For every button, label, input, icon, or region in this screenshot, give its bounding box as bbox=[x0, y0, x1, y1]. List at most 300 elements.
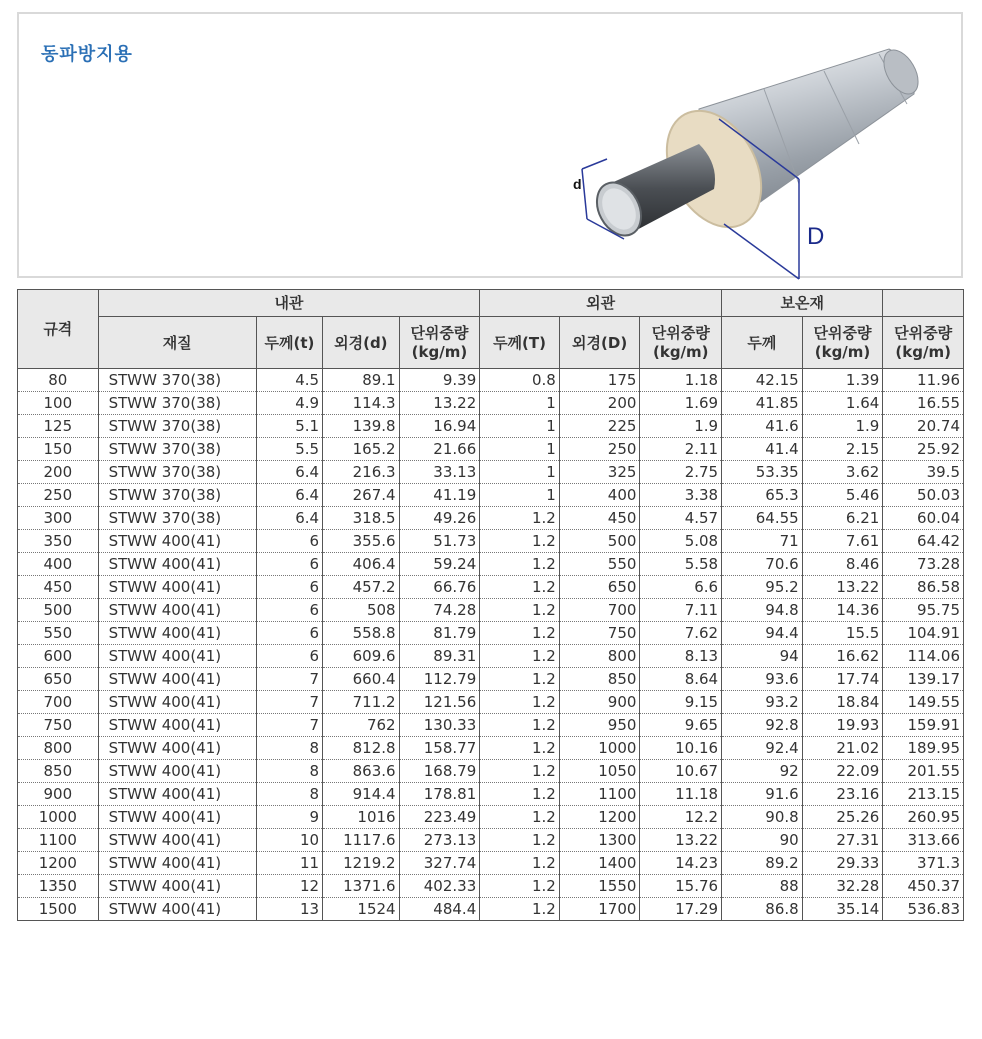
cell-material: STWW 370(38) bbox=[98, 507, 256, 530]
cell-ins-thickness: 41.4 bbox=[722, 438, 803, 461]
cell-total-weight: 139.17 bbox=[883, 668, 964, 691]
cell-ins-thickness: 88 bbox=[722, 875, 803, 898]
cell-inner-weight: 158.77 bbox=[399, 737, 480, 760]
cell-spec: 450 bbox=[18, 576, 99, 599]
header-ins-thickness: 두께 bbox=[722, 317, 803, 369]
cell-outer-weight: 4.57 bbox=[640, 507, 722, 530]
cell-total-weight: 213.15 bbox=[883, 783, 964, 806]
table-row bbox=[18, 461, 964, 484]
cell-outer-weight: 3.38 bbox=[640, 484, 722, 507]
cell-outer-thickness: 1.2 bbox=[480, 599, 560, 622]
cell-inner-thickness: 6.4 bbox=[256, 461, 322, 484]
cell-inner-weight: 66.76 bbox=[399, 576, 480, 599]
cell-inner-weight: 16.94 bbox=[399, 415, 480, 438]
cell-total-weight: 25.92 bbox=[883, 438, 964, 461]
cell-material: STWW 370(38) bbox=[98, 484, 256, 507]
cell-total-weight: 201.55 bbox=[883, 760, 964, 783]
cell-ins-thickness: 64.55 bbox=[722, 507, 803, 530]
cell-inner-weight: 402.33 bbox=[399, 875, 480, 898]
cell-outer-thickness: 1.2 bbox=[480, 806, 560, 829]
cell-total-weight: 114.06 bbox=[883, 645, 964, 668]
cell-ins-thickness: 90.8 bbox=[722, 806, 803, 829]
cell-inner-weight: 81.79 bbox=[399, 622, 480, 645]
table-row bbox=[18, 369, 964, 392]
header-blank bbox=[883, 290, 964, 317]
cell-outer-thickness: 1.2 bbox=[480, 852, 560, 875]
cell-outer-od: 250 bbox=[559, 438, 640, 461]
cell-ins-thickness: 90 bbox=[722, 829, 803, 852]
header-outer-od: 외경(D) bbox=[559, 317, 640, 369]
table-row bbox=[18, 737, 964, 760]
header-ins-unit-weight bbox=[802, 317, 883, 369]
table-row bbox=[18, 553, 964, 576]
cell-material: STWW 400(41) bbox=[98, 783, 256, 806]
cell-inner-weight: 33.13 bbox=[399, 461, 480, 484]
cell-material: STWW 400(41) bbox=[98, 714, 256, 737]
cell-inner-od: 812.8 bbox=[323, 737, 400, 760]
cell-outer-thickness: 1.2 bbox=[480, 829, 560, 852]
header-total-unit-weight bbox=[883, 317, 964, 369]
cell-inner-thickness: 11 bbox=[256, 852, 322, 875]
header-outer-thickness: 두께(T) bbox=[480, 317, 560, 369]
cell-outer-od: 500 bbox=[559, 530, 640, 553]
header-outer-pipe: 외관 bbox=[480, 290, 722, 317]
cell-ins-weight: 29.33 bbox=[802, 852, 883, 875]
table-row bbox=[18, 691, 964, 714]
cell-ins-weight: 15.5 bbox=[802, 622, 883, 645]
table-row bbox=[18, 875, 964, 898]
cell-outer-weight: 14.23 bbox=[640, 852, 722, 875]
cell-material: STWW 370(38) bbox=[98, 369, 256, 392]
cell-inner-thickness: 10 bbox=[256, 829, 322, 852]
cell-inner-weight: 484.4 bbox=[399, 898, 480, 921]
cell-inner-od: 1371.6 bbox=[323, 875, 400, 898]
cell-ins-thickness: 86.8 bbox=[722, 898, 803, 921]
cell-inner-od: 1117.6 bbox=[323, 829, 400, 852]
cell-material: STWW 400(41) bbox=[98, 737, 256, 760]
table-row bbox=[18, 599, 964, 622]
unit-weight-unit: (kg/m) bbox=[814, 342, 871, 361]
cell-inner-thickness: 6 bbox=[256, 576, 322, 599]
cell-outer-thickness: 1.2 bbox=[480, 737, 560, 760]
cell-spec: 300 bbox=[18, 507, 99, 530]
table-row bbox=[18, 760, 964, 783]
cell-outer-weight: 1.18 bbox=[640, 369, 722, 392]
cell-total-weight: 60.04 bbox=[883, 507, 964, 530]
cell-inner-thickness: 6 bbox=[256, 530, 322, 553]
header-material: 재질 bbox=[98, 317, 256, 369]
cell-inner-thickness: 13 bbox=[256, 898, 322, 921]
cell-ins-thickness: 41.85 bbox=[722, 392, 803, 415]
cell-material: STWW 370(38) bbox=[98, 438, 256, 461]
table-row bbox=[18, 415, 964, 438]
cell-spec: 500 bbox=[18, 599, 99, 622]
cell-ins-weight: 1.9 bbox=[802, 415, 883, 438]
table-row bbox=[18, 576, 964, 599]
cell-material: STWW 400(41) bbox=[98, 645, 256, 668]
cell-inner-thickness: 6 bbox=[256, 622, 322, 645]
cell-material: STWW 400(41) bbox=[98, 806, 256, 829]
cell-outer-thickness: 1.2 bbox=[480, 760, 560, 783]
cell-outer-thickness: 1.2 bbox=[480, 668, 560, 691]
cell-material: STWW 400(41) bbox=[98, 898, 256, 921]
spec-table-body bbox=[18, 369, 964, 921]
cell-outer-weight: 2.75 bbox=[640, 461, 722, 484]
cell-total-weight: 39.5 bbox=[883, 461, 964, 484]
cell-outer-od: 175 bbox=[559, 369, 640, 392]
cell-material: STWW 370(38) bbox=[98, 392, 256, 415]
cell-inner-od: 1016 bbox=[323, 806, 400, 829]
cell-total-weight: 536.83 bbox=[883, 898, 964, 921]
cell-inner-od: 165.2 bbox=[323, 438, 400, 461]
cell-spec: 750 bbox=[18, 714, 99, 737]
table-row bbox=[18, 783, 964, 806]
cell-inner-weight: 49.26 bbox=[399, 507, 480, 530]
cell-outer-thickness: 1 bbox=[480, 461, 560, 484]
cell-inner-od: 762 bbox=[323, 714, 400, 737]
cell-material: STWW 400(41) bbox=[98, 668, 256, 691]
cell-inner-od: 355.6 bbox=[323, 530, 400, 553]
cell-outer-thickness: 1.2 bbox=[480, 622, 560, 645]
cell-total-weight: 313.66 bbox=[883, 829, 964, 852]
cell-outer-weight: 7.11 bbox=[640, 599, 722, 622]
cell-spec: 80 bbox=[18, 369, 99, 392]
table-row bbox=[18, 392, 964, 415]
cell-inner-weight: 168.79 bbox=[399, 760, 480, 783]
cell-material: STWW 370(38) bbox=[98, 415, 256, 438]
cell-outer-od: 400 bbox=[559, 484, 640, 507]
cell-inner-thickness: 12 bbox=[256, 875, 322, 898]
cell-spec: 1350 bbox=[18, 875, 99, 898]
cell-ins-thickness: 93.6 bbox=[722, 668, 803, 691]
cell-inner-thickness: 8 bbox=[256, 783, 322, 806]
cell-material: STWW 400(41) bbox=[98, 599, 256, 622]
cell-ins-thickness: 53.35 bbox=[722, 461, 803, 484]
cell-outer-thickness: 1.2 bbox=[480, 553, 560, 576]
cell-outer-thickness: 1 bbox=[480, 392, 560, 415]
header-inner-unit-weight bbox=[399, 317, 480, 369]
header-inner-pipe: 내관 bbox=[98, 290, 480, 317]
table-row bbox=[18, 645, 964, 668]
cell-inner-thickness: 6 bbox=[256, 599, 322, 622]
cell-inner-weight: 223.49 bbox=[399, 806, 480, 829]
cell-total-weight: 104.91 bbox=[883, 622, 964, 645]
unit-weight-label: 단위중량 bbox=[410, 323, 469, 342]
cell-total-weight: 159.91 bbox=[883, 714, 964, 737]
cell-spec: 1500 bbox=[18, 898, 99, 921]
cell-inner-od: 457.2 bbox=[323, 576, 400, 599]
cell-outer-weight: 12.2 bbox=[640, 806, 722, 829]
header-inner-thickness: 두께(t) bbox=[256, 317, 322, 369]
cell-spec: 850 bbox=[18, 760, 99, 783]
cell-outer-weight: 1.9 bbox=[640, 415, 722, 438]
cell-inner-thickness: 4.5 bbox=[256, 369, 322, 392]
cell-total-weight: 73.28 bbox=[883, 553, 964, 576]
cell-spec: 700 bbox=[18, 691, 99, 714]
cell-inner-thickness: 8 bbox=[256, 737, 322, 760]
cell-total-weight: 86.58 bbox=[883, 576, 964, 599]
cell-material: STWW 400(41) bbox=[98, 760, 256, 783]
cell-spec: 600 bbox=[18, 645, 99, 668]
cell-ins-weight: 1.64 bbox=[802, 392, 883, 415]
cell-outer-od: 1300 bbox=[559, 829, 640, 852]
cell-ins-weight: 35.14 bbox=[802, 898, 883, 921]
cell-ins-thickness: 94.8 bbox=[722, 599, 803, 622]
cell-inner-od: 863.6 bbox=[323, 760, 400, 783]
table-row bbox=[18, 898, 964, 921]
header-spec: 규격 bbox=[18, 290, 99, 369]
cell-outer-weight: 13.22 bbox=[640, 829, 722, 852]
cell-inner-od: 508 bbox=[323, 599, 400, 622]
cell-material: STWW 400(41) bbox=[98, 622, 256, 645]
cell-outer-od: 650 bbox=[559, 576, 640, 599]
cell-ins-thickness: 95.2 bbox=[722, 576, 803, 599]
table-row bbox=[18, 829, 964, 852]
cell-spec: 400 bbox=[18, 553, 99, 576]
cell-inner-od: 711.2 bbox=[323, 691, 400, 714]
cell-outer-thickness: 1.2 bbox=[480, 530, 560, 553]
cell-outer-thickness: 0.8 bbox=[480, 369, 560, 392]
cell-spec: 550 bbox=[18, 622, 99, 645]
cell-inner-thickness: 7 bbox=[256, 668, 322, 691]
cell-ins-thickness: 71 bbox=[722, 530, 803, 553]
unit-weight-unit: (kg/m) bbox=[652, 342, 709, 361]
cell-inner-thickness: 4.9 bbox=[256, 392, 322, 415]
cell-outer-od: 800 bbox=[559, 645, 640, 668]
cell-total-weight: 149.55 bbox=[883, 691, 964, 714]
cell-ins-weight: 32.28 bbox=[802, 875, 883, 898]
cell-spec: 800 bbox=[18, 737, 99, 760]
cell-outer-od: 1550 bbox=[559, 875, 640, 898]
cell-ins-weight: 23.16 bbox=[802, 783, 883, 806]
cell-ins-weight: 13.22 bbox=[802, 576, 883, 599]
cell-ins-thickness: 65.3 bbox=[722, 484, 803, 507]
product-title: 동파방지용 bbox=[41, 44, 133, 65]
inner-diameter-label: d bbox=[573, 176, 582, 192]
cell-material: STWW 400(41) bbox=[98, 576, 256, 599]
cell-outer-od: 450 bbox=[559, 507, 640, 530]
cell-inner-weight: 112.79 bbox=[399, 668, 480, 691]
cell-inner-od: 609.6 bbox=[323, 645, 400, 668]
cell-material: STWW 400(41) bbox=[98, 530, 256, 553]
cell-outer-thickness: 1.2 bbox=[480, 783, 560, 806]
cell-ins-thickness: 42.15 bbox=[722, 369, 803, 392]
cell-outer-od: 200 bbox=[559, 392, 640, 415]
cell-outer-weight: 5.58 bbox=[640, 553, 722, 576]
cell-outer-weight: 9.15 bbox=[640, 691, 722, 714]
cell-outer-weight: 1.69 bbox=[640, 392, 722, 415]
cell-inner-od: 914.4 bbox=[323, 783, 400, 806]
table-row bbox=[18, 668, 964, 691]
cell-ins-weight: 2.15 bbox=[802, 438, 883, 461]
cell-inner-weight: 51.73 bbox=[399, 530, 480, 553]
cell-outer-thickness: 1.2 bbox=[480, 576, 560, 599]
cell-inner-thickness: 5.5 bbox=[256, 438, 322, 461]
cell-ins-weight: 22.09 bbox=[802, 760, 883, 783]
cell-outer-od: 1400 bbox=[559, 852, 640, 875]
cell-ins-thickness: 70.6 bbox=[722, 553, 803, 576]
cell-ins-thickness: 89.2 bbox=[722, 852, 803, 875]
cell-outer-weight: 6.6 bbox=[640, 576, 722, 599]
cell-inner-od: 558.8 bbox=[323, 622, 400, 645]
cell-outer-od: 1100 bbox=[559, 783, 640, 806]
cell-outer-od: 1200 bbox=[559, 806, 640, 829]
cell-inner-weight: 59.24 bbox=[399, 553, 480, 576]
product-banner bbox=[17, 12, 963, 278]
cell-ins-weight: 21.02 bbox=[802, 737, 883, 760]
cell-total-weight: 371.3 bbox=[883, 852, 964, 875]
cell-inner-weight: 327.74 bbox=[399, 852, 480, 875]
cell-spec: 1000 bbox=[18, 806, 99, 829]
unit-weight-label: 단위중량 bbox=[894, 323, 953, 342]
cell-ins-thickness: 93.2 bbox=[722, 691, 803, 714]
cell-outer-od: 325 bbox=[559, 461, 640, 484]
cell-inner-weight: 13.22 bbox=[399, 392, 480, 415]
cell-inner-od: 114.3 bbox=[323, 392, 400, 415]
table-row bbox=[18, 714, 964, 737]
cell-inner-weight: 21.66 bbox=[399, 438, 480, 461]
cell-material: STWW 400(41) bbox=[98, 553, 256, 576]
cell-ins-weight: 8.46 bbox=[802, 553, 883, 576]
cell-inner-od: 406.4 bbox=[323, 553, 400, 576]
cell-total-weight: 260.95 bbox=[883, 806, 964, 829]
cell-ins-weight: 18.84 bbox=[802, 691, 883, 714]
cell-spec: 350 bbox=[18, 530, 99, 553]
cell-spec: 100 bbox=[18, 392, 99, 415]
table-row bbox=[18, 806, 964, 829]
cell-outer-weight: 10.16 bbox=[640, 737, 722, 760]
cell-outer-thickness: 1 bbox=[480, 484, 560, 507]
cell-inner-thickness: 7 bbox=[256, 714, 322, 737]
cell-inner-weight: 89.31 bbox=[399, 645, 480, 668]
cell-outer-thickness: 1.2 bbox=[480, 898, 560, 921]
cell-outer-thickness: 1 bbox=[480, 438, 560, 461]
cell-outer-weight: 15.76 bbox=[640, 875, 722, 898]
cell-total-weight: 189.95 bbox=[883, 737, 964, 760]
cell-outer-weight: 10.67 bbox=[640, 760, 722, 783]
cell-total-weight: 11.96 bbox=[883, 369, 964, 392]
cell-inner-weight: 178.81 bbox=[399, 783, 480, 806]
cell-spec: 1200 bbox=[18, 852, 99, 875]
cell-outer-od: 1700 bbox=[559, 898, 640, 921]
cell-outer-weight: 2.11 bbox=[640, 438, 722, 461]
cell-spec: 200 bbox=[18, 461, 99, 484]
cell-ins-weight: 25.26 bbox=[802, 806, 883, 829]
cell-inner-thickness: 6 bbox=[256, 553, 322, 576]
cell-inner-od: 1219.2 bbox=[323, 852, 400, 875]
cell-outer-od: 225 bbox=[559, 415, 640, 438]
cell-ins-thickness: 91.6 bbox=[722, 783, 803, 806]
cell-spec: 150 bbox=[18, 438, 99, 461]
cell-material: STWW 400(41) bbox=[98, 829, 256, 852]
cell-outer-weight: 17.29 bbox=[640, 898, 722, 921]
outer-diameter-label: D bbox=[807, 223, 825, 250]
table-row bbox=[18, 622, 964, 645]
cell-inner-thickness: 9 bbox=[256, 806, 322, 829]
cell-ins-thickness: 92.4 bbox=[722, 737, 803, 760]
cell-inner-thickness: 5.1 bbox=[256, 415, 322, 438]
cell-inner-weight: 74.28 bbox=[399, 599, 480, 622]
cell-inner-od: 318.5 bbox=[323, 507, 400, 530]
cell-outer-od: 550 bbox=[559, 553, 640, 576]
cell-material: STWW 400(41) bbox=[98, 875, 256, 898]
cell-spec: 125 bbox=[18, 415, 99, 438]
cell-outer-od: 900 bbox=[559, 691, 640, 714]
cell-spec: 900 bbox=[18, 783, 99, 806]
unit-weight-label: 단위중량 bbox=[813, 323, 872, 342]
cell-outer-od: 850 bbox=[559, 668, 640, 691]
header-insulation: 보온재 bbox=[722, 290, 883, 317]
cell-inner-thickness: 6 bbox=[256, 645, 322, 668]
table-row bbox=[18, 507, 964, 530]
cell-material: STWW 370(38) bbox=[98, 461, 256, 484]
cell-inner-thickness: 6.4 bbox=[256, 484, 322, 507]
cell-ins-weight: 17.74 bbox=[802, 668, 883, 691]
cell-total-weight: 450.37 bbox=[883, 875, 964, 898]
cell-ins-weight: 27.31 bbox=[802, 829, 883, 852]
cell-outer-thickness: 1.2 bbox=[480, 714, 560, 737]
cell-ins-weight: 14.36 bbox=[802, 599, 883, 622]
cell-outer-thickness: 1.2 bbox=[480, 507, 560, 530]
cell-outer-thickness: 1.2 bbox=[480, 645, 560, 668]
cell-inner-od: 267.4 bbox=[323, 484, 400, 507]
cell-outer-od: 950 bbox=[559, 714, 640, 737]
cell-inner-od: 660.4 bbox=[323, 668, 400, 691]
pipe-illustration bbox=[549, 34, 949, 284]
cell-outer-od: 1000 bbox=[559, 737, 640, 760]
cell-total-weight: 16.55 bbox=[883, 392, 964, 415]
spec-table bbox=[17, 289, 964, 921]
cell-ins-weight: 1.39 bbox=[802, 369, 883, 392]
cell-outer-weight: 8.13 bbox=[640, 645, 722, 668]
cell-inner-weight: 9.39 bbox=[399, 369, 480, 392]
cell-spec: 650 bbox=[18, 668, 99, 691]
cell-inner-od: 216.3 bbox=[323, 461, 400, 484]
cell-inner-od: 89.1 bbox=[323, 369, 400, 392]
cell-ins-weight: 7.61 bbox=[802, 530, 883, 553]
table-row bbox=[18, 484, 964, 507]
cell-outer-thickness: 1.2 bbox=[480, 875, 560, 898]
cell-total-weight: 20.74 bbox=[883, 415, 964, 438]
cell-material: STWW 400(41) bbox=[98, 852, 256, 875]
unit-weight-unit: (kg/m) bbox=[895, 342, 951, 361]
cell-total-weight: 95.75 bbox=[883, 599, 964, 622]
cell-ins-weight: 19.93 bbox=[802, 714, 883, 737]
cell-ins-weight: 3.62 bbox=[802, 461, 883, 484]
table-row bbox=[18, 852, 964, 875]
cell-inner-weight: 121.56 bbox=[399, 691, 480, 714]
cell-ins-weight: 6.21 bbox=[802, 507, 883, 530]
cell-total-weight: 50.03 bbox=[883, 484, 964, 507]
cell-inner-thickness: 8 bbox=[256, 760, 322, 783]
cell-material: STWW 400(41) bbox=[98, 691, 256, 714]
cell-spec: 250 bbox=[18, 484, 99, 507]
cell-ins-thickness: 94 bbox=[722, 645, 803, 668]
cell-outer-weight: 8.64 bbox=[640, 668, 722, 691]
cell-outer-thickness: 1.2 bbox=[480, 691, 560, 714]
cell-outer-od: 700 bbox=[559, 599, 640, 622]
cell-outer-weight: 9.65 bbox=[640, 714, 722, 737]
table-row bbox=[18, 438, 964, 461]
cell-outer-thickness: 1 bbox=[480, 415, 560, 438]
cell-inner-od: 139.8 bbox=[323, 415, 400, 438]
cell-total-weight: 64.42 bbox=[883, 530, 964, 553]
header-inner-od: 외경(d) bbox=[323, 317, 400, 369]
header-outer-unit-weight bbox=[640, 317, 722, 369]
cell-outer-od: 1050 bbox=[559, 760, 640, 783]
cell-ins-thickness: 92.8 bbox=[722, 714, 803, 737]
cell-outer-weight: 5.08 bbox=[640, 530, 722, 553]
